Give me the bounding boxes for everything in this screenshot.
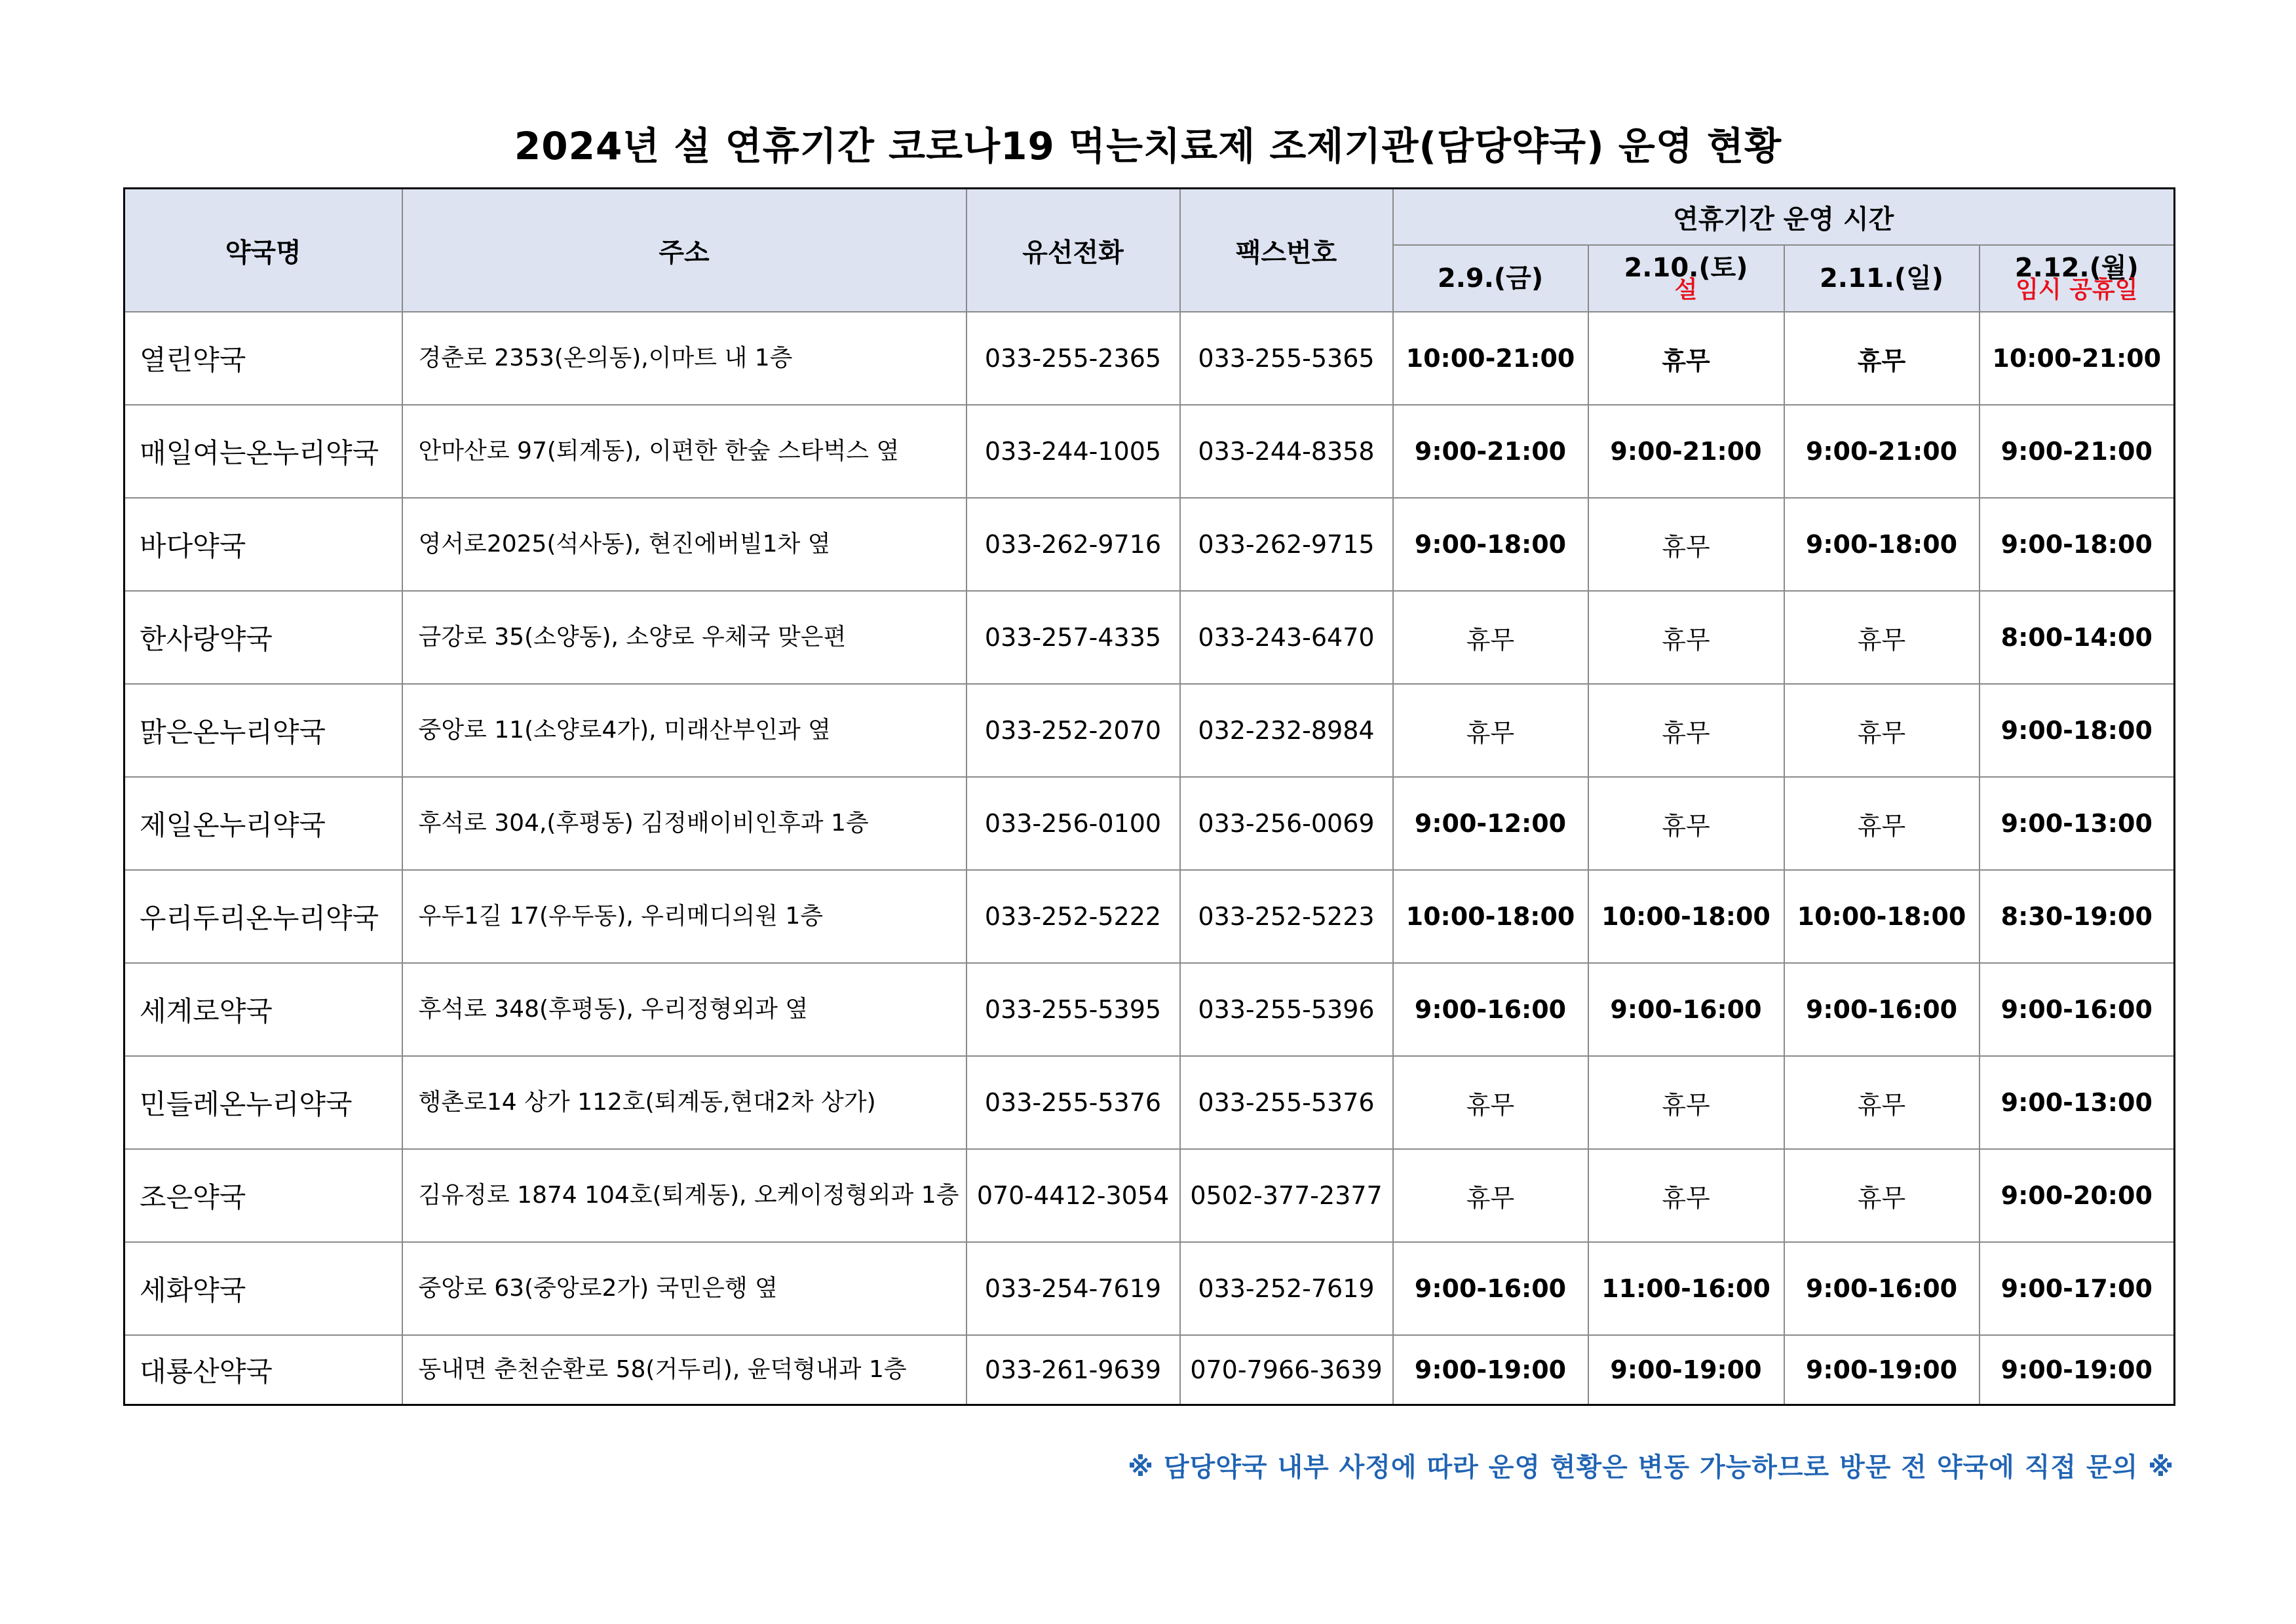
address-cell: 후석로 304,(후평동) 김정배이비인후과 1층 bbox=[402, 777, 966, 870]
pharmacy-name-cell: 열린약국 bbox=[124, 312, 402, 405]
hours-cell: 9:00-16:00 bbox=[1393, 1242, 1588, 1335]
day-label: 2.12.(월) bbox=[2014, 253, 2139, 284]
hours-cell: 9:00-18:00 bbox=[1980, 684, 2175, 777]
hours-cell: 9:00-21:00 bbox=[1588, 405, 1784, 498]
hours-cell: 9:00-16:00 bbox=[1784, 1242, 1980, 1335]
hours-cell: 10:00-21:00 bbox=[1980, 312, 2175, 405]
fax-cell: 0502-377-2377 bbox=[1180, 1149, 1393, 1242]
hours-cell: 8:00-14:00 bbox=[1980, 591, 2175, 684]
fax-cell: 033-262-9715 bbox=[1180, 498, 1393, 591]
pharmacy-name-cell: 매일여는온누리약국 bbox=[124, 405, 402, 498]
hours-cell: 9:00-19:00 bbox=[1980, 1335, 2175, 1405]
hours-cell: 휴무 bbox=[1393, 1056, 1588, 1149]
day-label: 2.10.(토) bbox=[1624, 253, 1748, 284]
hours-cell: 휴무 bbox=[1784, 1056, 1980, 1149]
hours-cell: 9:00-21:00 bbox=[1784, 405, 1980, 498]
address-cell: 김유정로 1874 104호(퇴계동), 오케이정형외과 1층 bbox=[402, 1149, 966, 1242]
address-cell: 영서로2025(석사동), 현진에버빌1차 옆 bbox=[402, 498, 966, 591]
table-row bbox=[124, 1242, 2175, 1335]
address-cell: 중앙로 63(중앙로2가) 국민은행 옆 bbox=[402, 1242, 966, 1335]
table-row bbox=[124, 870, 2175, 963]
pharmacy-name-cell: 바다약국 bbox=[124, 498, 402, 591]
phone-cell: 033-255-2365 bbox=[966, 312, 1180, 405]
hours-cell: 휴무 bbox=[1588, 312, 1784, 405]
header-phone: 유선전화 bbox=[966, 189, 1180, 312]
fax-cell: 033-252-7619 bbox=[1180, 1242, 1393, 1335]
phone-cell: 033-252-2070 bbox=[966, 684, 1180, 777]
hours-cell: 10:00-18:00 bbox=[1393, 870, 1588, 963]
footer-note: ※ 담당약국 내부 사정에 따라 운영 현황은 변동 가능하므로 방문 전 약국에 직접 문의 ※ bbox=[1128, 1452, 2174, 1482]
fax-cell: 033-256-0069 bbox=[1180, 777, 1393, 870]
hours-cell: 9:00-13:00 bbox=[1980, 777, 2175, 870]
day-label: 2.9.(금) bbox=[1437, 263, 1544, 293]
pharmacy-name-cell: 제일온누리약국 bbox=[124, 777, 402, 870]
hours-cell: 휴무 bbox=[1784, 684, 1980, 777]
hours-cell: 9:00-16:00 bbox=[1588, 963, 1784, 1056]
holiday-note: 설 bbox=[1674, 276, 1698, 304]
hours-cell: 9:00-20:00 bbox=[1980, 1149, 2175, 1242]
hours-cell: 휴무 bbox=[1393, 1149, 1588, 1242]
hours-cell: 휴무 bbox=[1784, 777, 1980, 870]
fax-cell: 033-244-8358 bbox=[1180, 405, 1393, 498]
table-row bbox=[124, 312, 2175, 405]
address-cell: 안마산로 97(퇴계동), 이편한 한숲 스타벅스 옆 bbox=[402, 405, 966, 498]
fax-cell: 033-243-6470 bbox=[1180, 591, 1393, 684]
pharmacy-name-cell: 맑은온누리약국 bbox=[124, 684, 402, 777]
hours-cell: 휴무 bbox=[1588, 591, 1784, 684]
hours-cell: 휴무 bbox=[1588, 1056, 1784, 1149]
phone-cell: 033-261-9639 bbox=[966, 1335, 1180, 1405]
address-cell: 행촌로14 상가 112호(퇴계동,현대2차 상가) bbox=[402, 1056, 966, 1149]
phone-cell: 070-4412-3054 bbox=[966, 1149, 1180, 1242]
fax-cell: 070-7966-3639 bbox=[1180, 1335, 1393, 1405]
table-row bbox=[124, 498, 2175, 591]
address-cell: 경춘로 2353(온의동),이마트 내 1층 bbox=[402, 312, 966, 405]
table-row bbox=[124, 591, 2175, 684]
header-day-feb12 bbox=[1980, 245, 2175, 312]
fax-cell: 033-252-5223 bbox=[1180, 870, 1393, 963]
phone-cell: 033-257-4335 bbox=[966, 591, 1180, 684]
fax-cell: 033-255-5376 bbox=[1180, 1056, 1393, 1149]
hours-cell: 9:00-19:00 bbox=[1588, 1335, 1784, 1405]
hours-cell: 9:00-16:00 bbox=[1784, 963, 1980, 1056]
hours-cell: 8:30-19:00 bbox=[1980, 870, 2175, 963]
pharmacy-name-cell: 우리두리온누리약국 bbox=[124, 870, 402, 963]
phone-cell: 033-252-5222 bbox=[966, 870, 1180, 963]
phone-cell: 033-262-9716 bbox=[966, 498, 1180, 591]
table-row bbox=[124, 684, 2175, 777]
hours-cell: 휴무 bbox=[1784, 591, 1980, 684]
hours-cell: 10:00-18:00 bbox=[1784, 870, 1980, 963]
hours-cell: 9:00-17:00 bbox=[1980, 1242, 2175, 1335]
hours-cell: 9:00-18:00 bbox=[1980, 498, 2175, 591]
table-row bbox=[124, 1056, 2175, 1149]
hours-cell: 9:00-21:00 bbox=[1980, 405, 2175, 498]
hours-cell: 9:00-19:00 bbox=[1784, 1335, 1980, 1405]
header-address: 주소 bbox=[402, 189, 966, 312]
table-row bbox=[124, 1149, 2175, 1242]
hours-cell: 휴무 bbox=[1784, 312, 1980, 405]
hours-cell: 9:00-16:00 bbox=[1393, 963, 1588, 1056]
fax-cell: 033-255-5396 bbox=[1180, 963, 1393, 1056]
day-label: 2.11.(일) bbox=[1819, 263, 1944, 293]
header-day-feb10 bbox=[1588, 245, 1784, 312]
table-row bbox=[124, 963, 2175, 1056]
pharmacy-name-cell: 한사랑약국 bbox=[124, 591, 402, 684]
hours-cell: 9:00-18:00 bbox=[1784, 498, 1980, 591]
pharmacy-name-cell: 민들레온누리약국 bbox=[124, 1056, 402, 1149]
phone-cell: 033-255-5376 bbox=[966, 1056, 1180, 1149]
phone-cell: 033-256-0100 bbox=[966, 777, 1180, 870]
hours-cell: 10:00-18:00 bbox=[1588, 870, 1784, 963]
header-pharmacy-name: 약국명 bbox=[124, 189, 402, 312]
fax-cell: 032-232-8984 bbox=[1180, 684, 1393, 777]
hours-cell: 휴무 bbox=[1784, 1149, 1980, 1242]
phone-cell: 033-244-1005 bbox=[966, 405, 1180, 498]
phone-cell: 033-255-5395 bbox=[966, 963, 1180, 1056]
address-cell: 동내면 춘천순환로 58(거두리), 윤덕형내과 1층 bbox=[402, 1335, 966, 1405]
table-row bbox=[124, 405, 2175, 498]
address-cell: 우두1길 17(우두동), 우리메디의원 1층 bbox=[402, 870, 966, 963]
hours-cell: 11:00-16:00 bbox=[1588, 1242, 1784, 1335]
hours-cell: 휴무 bbox=[1393, 684, 1588, 777]
header-fax: 팩스번호 bbox=[1180, 189, 1393, 312]
header-day-feb11 bbox=[1784, 245, 1980, 312]
phone-cell: 033-254-7619 bbox=[966, 1242, 1180, 1335]
holiday-note: 임시 공휴일 bbox=[2016, 276, 2138, 304]
table-row bbox=[124, 777, 2175, 870]
hours-cell: 9:00-12:00 bbox=[1393, 777, 1588, 870]
header-holiday-hours: 연휴기간 운영 시간 bbox=[1393, 189, 2175, 246]
hours-cell: 휴무 bbox=[1588, 684, 1784, 777]
pharmacy-name-cell: 조은약국 bbox=[124, 1149, 402, 1242]
hours-cell: 10:00-21:00 bbox=[1393, 312, 1588, 405]
pharmacy-name-cell: 세계로약국 bbox=[124, 963, 402, 1056]
hours-cell: 9:00-21:00 bbox=[1393, 405, 1588, 498]
hours-cell: 휴무 bbox=[1588, 1149, 1784, 1242]
hours-cell: 9:00-16:00 bbox=[1980, 963, 2175, 1056]
hours-cell: 휴무 bbox=[1393, 591, 1588, 684]
pharmacy-name-cell: 대룡산약국 bbox=[124, 1335, 402, 1405]
pharmacy-name-cell: 세화약국 bbox=[124, 1242, 402, 1335]
table-row bbox=[124, 1335, 2175, 1405]
hours-cell: 휴무 bbox=[1588, 777, 1784, 870]
address-cell: 중앙로 11(소양로4가), 미래산부인과 옆 bbox=[402, 684, 966, 777]
header-day-feb9 bbox=[1393, 245, 1588, 312]
address-cell: 금강로 35(소양동), 소양로 우체국 맞은편 bbox=[402, 591, 966, 684]
fax-cell: 033-255-5365 bbox=[1180, 312, 1393, 405]
page-title: 2024년 설 연휴기간 코로나19 먹는치료제 조제기관(담당약국) 운영 현황 bbox=[514, 124, 1782, 168]
pharmacy-schedule-table bbox=[123, 187, 2175, 1406]
hours-cell: 9:00-13:00 bbox=[1980, 1056, 2175, 1149]
hours-cell: 9:00-18:00 bbox=[1393, 498, 1588, 591]
hours-cell: 휴무 bbox=[1588, 498, 1784, 591]
address-cell: 후석로 348(후평동), 우리정형외과 옆 bbox=[402, 963, 966, 1056]
hours-cell: 9:00-19:00 bbox=[1393, 1335, 1588, 1405]
